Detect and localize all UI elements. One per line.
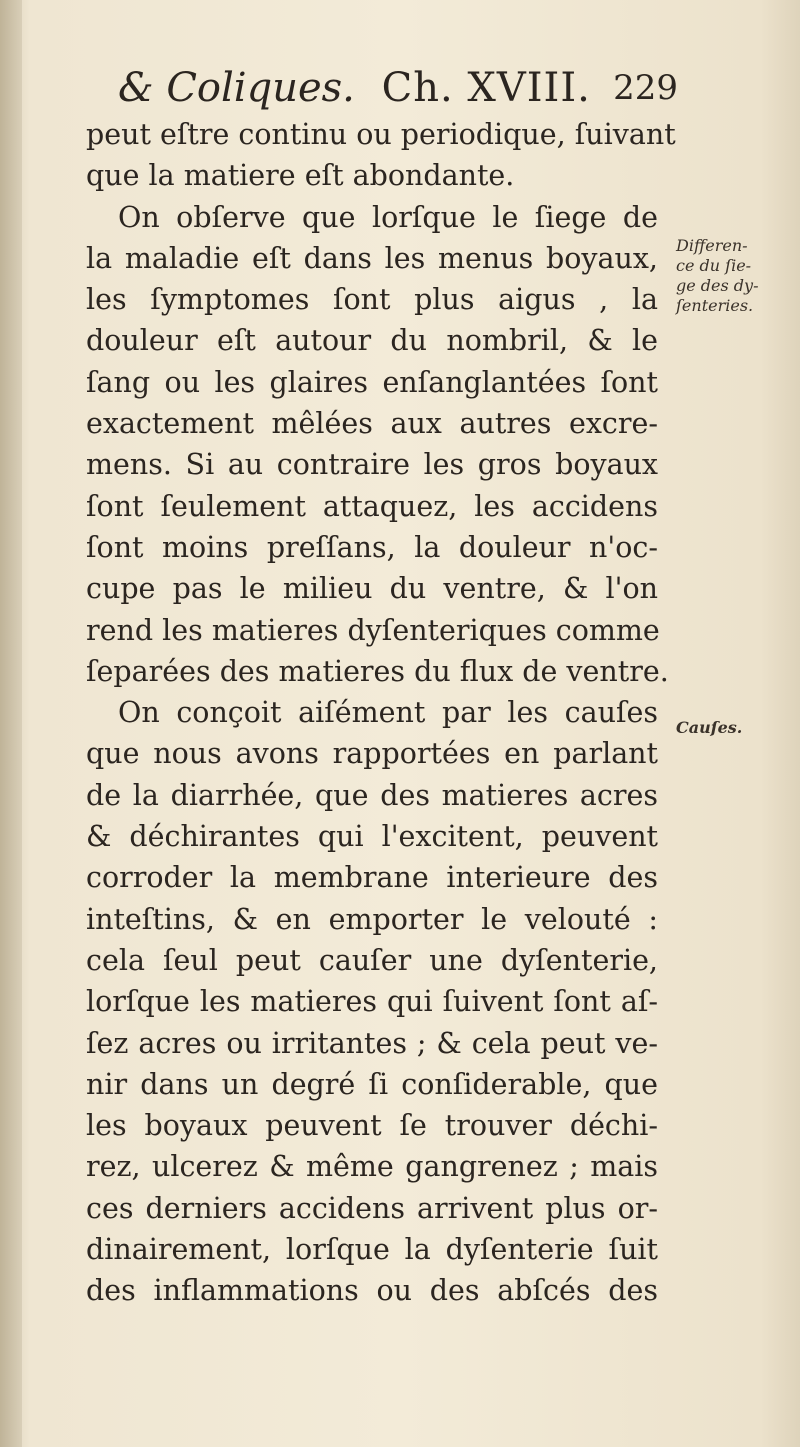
page-gutter xyxy=(0,0,22,1447)
text-line: peut eſtre continu ou periodique, ſuivant xyxy=(86,118,676,151)
text-line: inteſtins, & en emporter le velouté : xyxy=(86,902,658,936)
text-line: On conçoit aiſément par les cauſes xyxy=(118,696,658,730)
text-line: rez, ulcerez & même gangrenez ; mais xyxy=(86,1150,658,1184)
text-line: la maladie eſt dans les menus boyaux, xyxy=(86,241,658,275)
text-line: cupe pas le milieu du ventre, & l'on xyxy=(86,572,658,606)
text-line: douleur eſt autour du nombril, & le xyxy=(86,324,658,358)
text-line: ſez acres ou irritantes ; & cela peut ve- xyxy=(86,1026,658,1060)
text-line: ces derniers accidens arrivent plus or- xyxy=(86,1191,658,1225)
text-line: lorſque les matieres qui ſuivent ſont aſ- xyxy=(86,985,658,1019)
text-line: & déchirantes qui l'excitent, peuvent xyxy=(86,820,658,854)
text-line: les ſymptomes ſont plus aigus , la xyxy=(86,283,658,317)
margin-note-line: ſenteries. xyxy=(676,296,754,315)
text-line: On obſerve que lorſque le ſiege de xyxy=(118,200,658,234)
text-line: que la matiere eſt abondante. xyxy=(86,159,515,193)
chapter-number: Ch. XVIII. xyxy=(381,65,591,111)
text-line: ſeparées des matieres du flux de ventre. xyxy=(86,654,669,688)
page-number: 229 xyxy=(613,68,678,108)
margin-note-line: ge des dy- xyxy=(676,276,759,295)
text-line: que nous avons rapportées en parlant xyxy=(86,737,658,771)
text-line: les boyaux peuvent ſe trouver déchi- xyxy=(86,1109,658,1143)
margin-note-causes: Cauſes. xyxy=(676,718,743,737)
text-line: ſont moins preſſans, la douleur n'oc- xyxy=(86,530,658,564)
text-line: ſont ſeulement attaquez, les accidens xyxy=(86,489,658,523)
text-line: ſang ou les glaires enſanglantées ſont xyxy=(86,365,658,399)
running-head-title: & Coliques. xyxy=(118,65,355,111)
running-head xyxy=(118,58,678,118)
text-line: rend les matieres dyſenteriques comme xyxy=(86,613,660,647)
text-line: des inflammations ou des abſcés des xyxy=(86,1274,658,1308)
margin-note-line: Differen- xyxy=(676,236,748,255)
text-line: cela ſeul peut cauſer une dyſenterie, xyxy=(86,943,658,977)
text-line: nir dans un degré ſi conſiderable, que xyxy=(86,1067,658,1101)
text-line: de la diarrhée, que des matieres acres xyxy=(86,778,658,812)
text-line: mens. Si au contraire les gros boyaux xyxy=(86,448,658,482)
body-text xyxy=(86,114,676,1312)
margin-note-line: ce du ſie- xyxy=(676,256,752,275)
text-line: dinairement, lorſque la dyſenterie ſuit xyxy=(86,1233,658,1267)
margin-note-difference xyxy=(676,236,759,316)
text-line: exactement mêlées aux autres excre- xyxy=(86,407,658,441)
text-line: corroder la membrane interieure des xyxy=(86,861,658,895)
